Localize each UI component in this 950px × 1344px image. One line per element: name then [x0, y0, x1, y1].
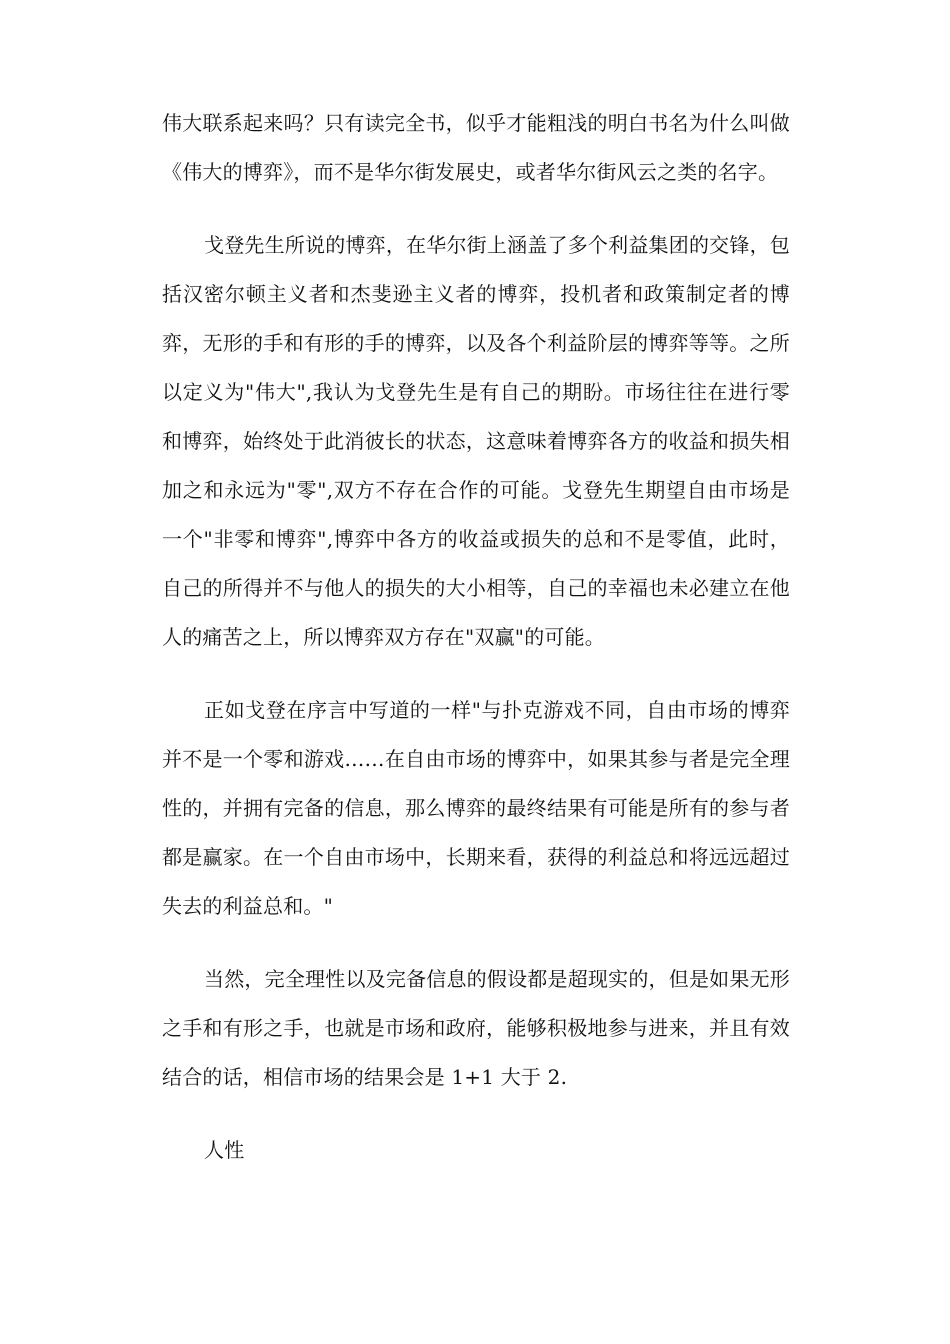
document-body	[162, 99, 790, 1199]
paragraph-continuation: 伟大联系起来吗？只有读完全书，似乎才能粗浅的明白书名为什么叫做《伟大的博弈》，而不是华尔街发展史，或者华尔街风云之类的名字。	[162, 111, 790, 184]
paragraph-rationality: 当然，完全理性以及完备信息的假设都是超现实的，但是如果无形之手和有形之手，也就是市场和政府，能够积极地参与进来，并且有效结合的话，相信市场的结果会是 1+1 大于 2.	[162, 967, 790, 1089]
paragraph-gordon-game: 戈登先生所说的博弈，在华尔街上涵盖了多个利益集团的交锋，包括汉密尔顿主义者和杰斐逊主义者的博弈，投机者和政策制定者的博弈，无形的手和有形的手的博弈，以及各个利益阶层的博弈等等。之所以定义为"伟大",我认为戈登先生是有自己的期盼。市场往往在进行零和博弈，始终处于此消彼长的状态，这意味着博弈各方的收益和损失相加之和永远为"零",双方不存在合作的可能。戈登先生期望自由市场是一个"非零和博弈",博弈中各方的收益或损失的总和不是零值，此时，自己的所得并不与他人的损失的大小相等，自己的幸福也未必建立在他人的痛苦之上，所以博弈双方存在"双赢"的可能。	[162, 233, 790, 649]
section-heading-human-nature: 人性	[204, 1138, 245, 1162]
paragraph-preface-quote: 正如戈登在序言中写道的一样"与扑克游戏不同，自由市场的博弈并不是一个零和游戏……在自由市场的博弈中，如果其参与者是完全理性的，并拥有完备的信息，那么博弈的最终结果有可能是所有的参与者都是赢家。在一个自由市场中，长期来看，获得的利益总和将远远超过失去的利益总和。"	[162, 698, 790, 918]
